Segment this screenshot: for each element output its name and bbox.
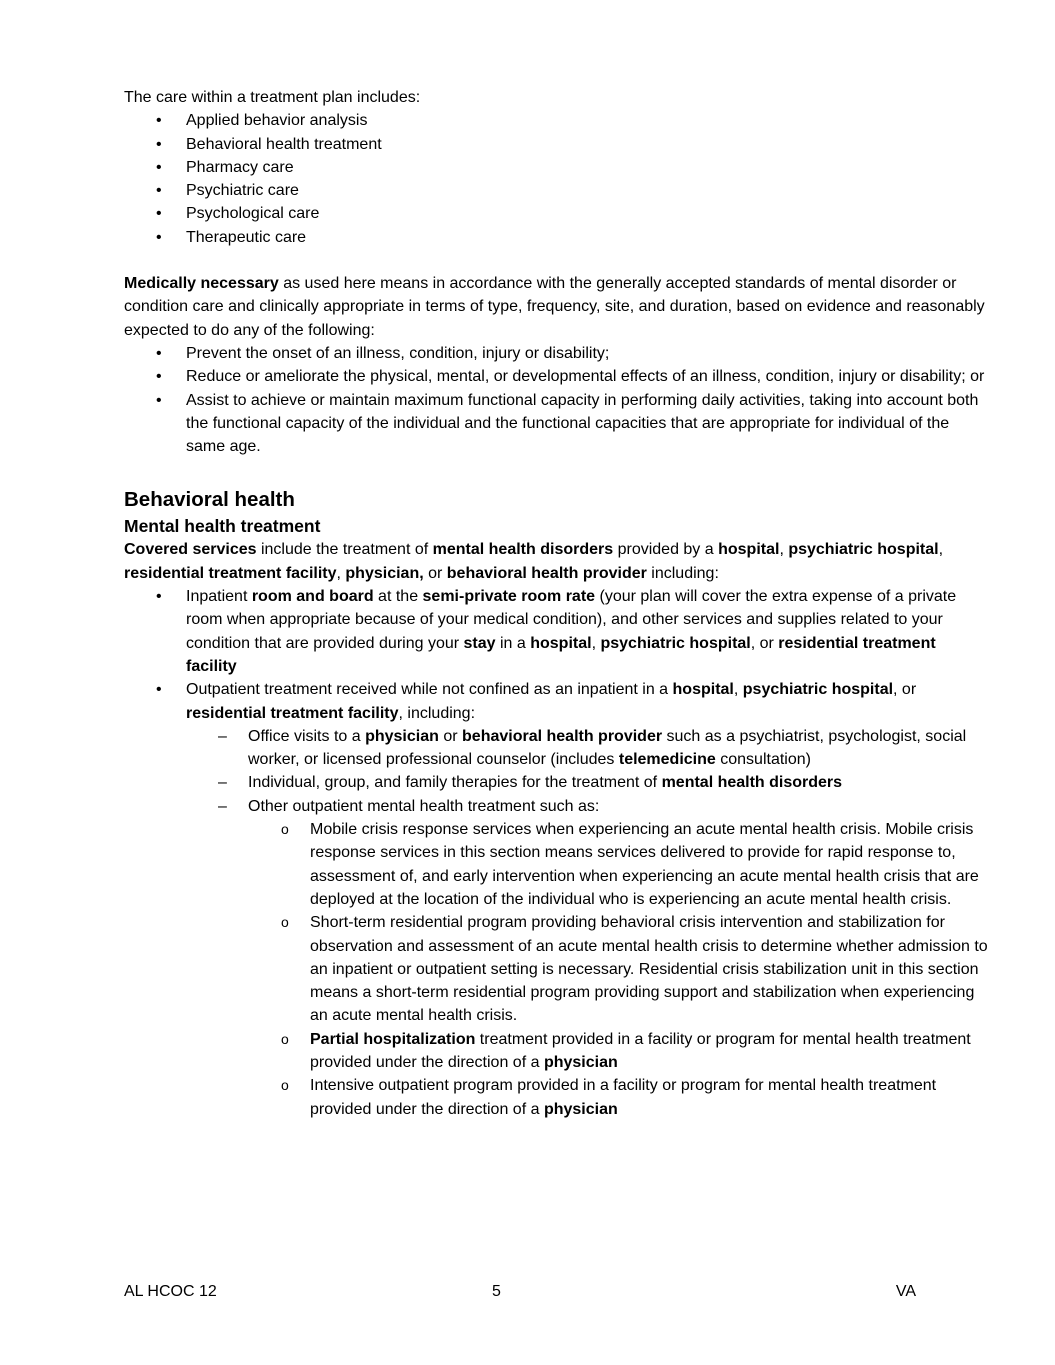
therapies-item: – Individual, group, and family therapies for the treatment of mental health disorders	[124, 771, 990, 794]
document-page	[124, 86, 990, 1121]
mobile-crisis-item: o Mobile crisis response services when experiencing an acute mental health crisis. Mobile crisis response services in this section means services delivered to provide for rapid response to, assessment of, and early intervention when experiencing an acute mental health crisis that are deployed at the location of the individual who is experiencing an acute mental health crisis.	[124, 818, 990, 911]
outpatient-item: • Outpatient treatment received while not confined as an inpatient in a hospital, psychiatric hospital, or residential treatment facility, including:	[124, 678, 990, 725]
list-item: • Behavioral health treatment	[124, 133, 990, 156]
list-item: • Psychological care	[124, 202, 990, 225]
other-treatment-item: – Other outpatient mental health treatment such as:	[124, 795, 990, 818]
list-item: • Pharmacy care	[124, 156, 990, 179]
list-item: • Prevent the onset of an illness, condition, injury or disability;	[124, 342, 990, 365]
footer-state-code: VA	[895, 1283, 916, 1300]
list-item: • Assist to achieve or maintain maximum functional capacity in performing daily activities, taking into account both the functional capacity of the individual and the functional capacities that are appropriate for individual of the same age.	[124, 389, 990, 459]
page-footer	[124, 1280, 916, 1304]
subsection-heading: Mental health treatment	[124, 516, 321, 537]
list-item: • Psychiatric care	[124, 179, 990, 202]
treatment-plan-list	[124, 109, 990, 249]
medically-necessary-definition: Medically necessary as used here means in accordance with the generally accepted standards of mental disorder or condition care and clinically appropriate in terms of type, frequency, site, and duration, based on evidence and reasonably expected to do any of the following:	[124, 275, 985, 339]
list-item: • Reduce or ameliorate the physical, mental, or developmental effects of an illness, condition, injury or disability; or	[124, 365, 990, 388]
short-term-residential-item: o Short-term residential program providing behavioral crisis intervention and stabilization for observation and assessment of an acute mental health crisis to determine whether admission to an inpatient or outpatient setting is necessary. Residential crisis stabilization unit in this section means a short-term residential program providing support and stabilization when experiencing an acute mental health crisis.	[124, 911, 990, 1027]
covered-services-list	[124, 585, 990, 725]
intro-lead: The care within a treatment plan includes:	[124, 89, 421, 106]
section-heading: Behavioral health	[124, 488, 295, 512]
footer-document-code: AL HCOC 12	[124, 1283, 217, 1300]
footer-page-number: 5	[492, 1283, 501, 1300]
intensive-outpatient-item: o Intensive outpatient program provided in a facility or program for mental health treatment provided under the direction of a physician	[124, 1074, 990, 1121]
outpatient-sublist	[124, 725, 990, 818]
list-item: • Therapeutic care	[124, 226, 990, 249]
medically-necessary-list	[124, 342, 990, 458]
covered-services-paragraph: Covered services include the treatment of mental health disorders provided by a hospital, psychiatric hospital, residential treatment facility, physician, or behavioral health provider including:	[124, 541, 944, 582]
list-item: • Applied behavior analysis	[124, 109, 990, 132]
partial-hospitalization-item: o Partial hospitalization treatment provided in a facility or program for mental health treatment provided under the direction of a physician	[124, 1028, 990, 1075]
other-treatment-sublist	[124, 818, 990, 1121]
office-visits-item: – Office visits to a physician or behavioral health provider such as a psychiatrist, psychologist, social worker, or licensed professional counselor (includes telemedicine consultation)	[124, 725, 990, 772]
defined-term: Medically necessary	[124, 275, 279, 293]
inpatient-item: • Inpatient room and board at the semi-private room rate (your plan will cover the extra expense of a private room when appropriate because of your medical condition), and other services and supplies related to your condition that are provided during your stay in a hospital, psychiatric hospital, or residential treatment facility	[124, 585, 990, 678]
